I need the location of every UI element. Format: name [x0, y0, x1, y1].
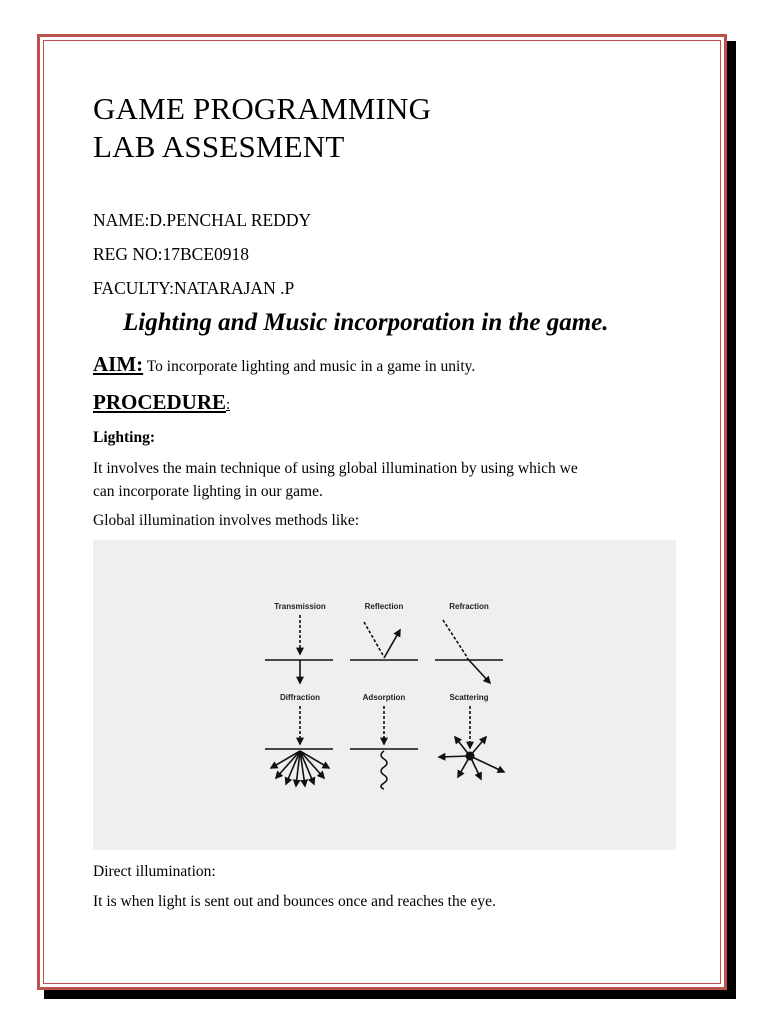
document-title-line2: LAB ASSESMENT	[93, 129, 345, 164]
registration-number: REG NO:17BCE0918	[93, 244, 250, 264]
paragraph2: Global illumination involves methods like:	[93, 512, 360, 529]
procedure-colon: :	[226, 397, 231, 413]
student-name: NAME:D.PENCHAL REDDY	[93, 210, 312, 230]
lighting-heading: Lighting:	[93, 429, 156, 446]
refraction-diagram	[435, 620, 503, 683]
label-diffraction: Diffraction	[280, 693, 320, 702]
illumination-methods-figure	[93, 540, 676, 850]
illumination-diagram	[93, 540, 676, 850]
document-title-line1: GAME PROGRAMMING	[93, 91, 432, 126]
transmission-diagram	[265, 615, 333, 683]
faculty-name: FACULTY:NATARAJAN .P	[93, 278, 295, 298]
direct-illumination-text: It is when light is sent out and bounces once and reaches the eye.	[93, 893, 496, 910]
label-scattering: Scattering	[449, 693, 489, 702]
label-refraction: Refraction	[449, 602, 489, 611]
scattering-diagram	[439, 706, 504, 779]
label-adsorption: Adsorption	[362, 693, 406, 702]
direct-illumination-heading: Direct illumination:	[93, 863, 216, 880]
label-transmission: Transmission	[274, 602, 326, 611]
experiment-heading: Lighting and Music incorporation in the game.	[123, 309, 609, 336]
adsorption-diagram	[350, 706, 418, 789]
aim-text: To incorporate lighting and music in a game in unity.	[143, 358, 476, 375]
label-reflection: Reflection	[364, 602, 404, 611]
procedure-row	[93, 390, 230, 415]
diffraction-diagram	[265, 706, 333, 786]
paragraph1-line1: It involves the main technique of using global illumination by using which we	[93, 460, 578, 477]
scattering-particle	[466, 752, 475, 761]
reflection-diagram	[350, 622, 418, 660]
aim-label: AIM:	[93, 352, 144, 376]
procedure-label: PROCEDURE	[93, 390, 227, 414]
aim-row	[93, 352, 475, 377]
paragraph1-line2: can incorporate lighting in our game.	[93, 483, 323, 500]
